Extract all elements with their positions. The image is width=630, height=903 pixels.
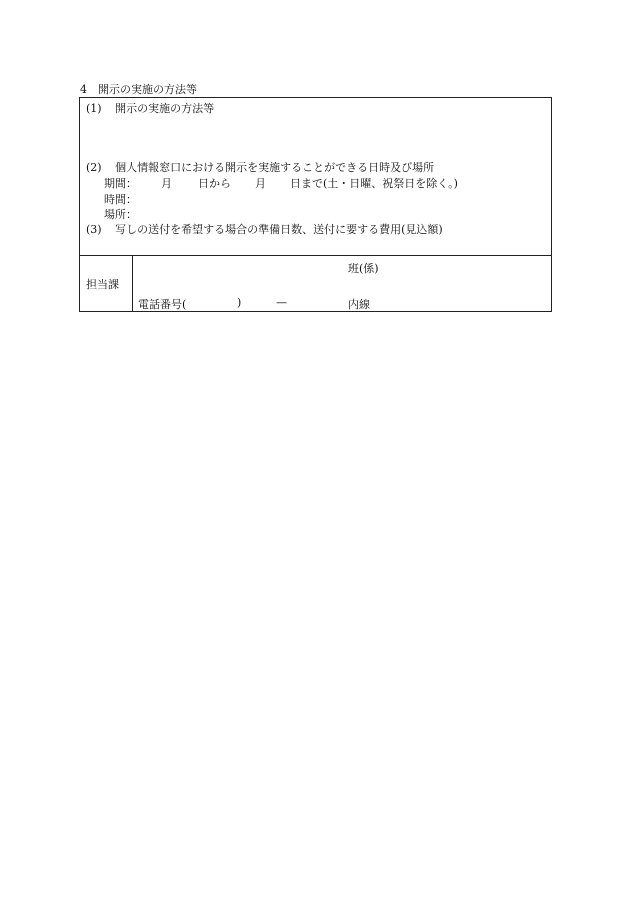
- section-2-number: (2): [86, 161, 102, 174]
- contact-row: [80, 256, 551, 312]
- disclosure-method-form: [79, 97, 552, 312]
- period-label: 期間：: [104, 177, 137, 190]
- section-3-number: (3): [86, 223, 102, 236]
- period-line: [104, 175, 137, 191]
- period-month-2: 月: [255, 177, 266, 190]
- section-1-number: (1): [86, 102, 102, 115]
- place-label: 場所：: [104, 208, 137, 221]
- section-1-line: [86, 100, 214, 116]
- section-1-title: 開示の実施の方法等: [115, 102, 215, 115]
- period-day-to: 日まで(土・日曜、祝祭日を除く。): [290, 177, 458, 190]
- period-month-1: 月: [161, 177, 172, 190]
- extension-label: 内線: [348, 298, 370, 311]
- section-2-title: 個人情報窓口における開示を実施することができる日時及び場所: [115, 161, 435, 174]
- team-label: 班(係): [348, 262, 379, 275]
- time-line: [104, 191, 137, 207]
- department-label: 担当課: [86, 278, 119, 291]
- department-label-cell: [80, 256, 133, 312]
- method-details-cell: [80, 98, 551, 256]
- phone-dash: —: [276, 296, 287, 309]
- section-2-line: [86, 159, 434, 175]
- phone-label: 電話番号(: [138, 298, 187, 311]
- period-day-from: 日から: [198, 177, 231, 190]
- section-heading: 4 開示の実施の方法等: [80, 83, 197, 96]
- time-label: 時間：: [104, 193, 137, 206]
- place-line: [104, 206, 137, 222]
- section-3-title: 写しの送付を希望する場合の準備日数、送付に要する費用(見込額): [115, 223, 443, 236]
- phone-paren-close: ): [237, 296, 242, 309]
- section-3-line: [86, 221, 443, 237]
